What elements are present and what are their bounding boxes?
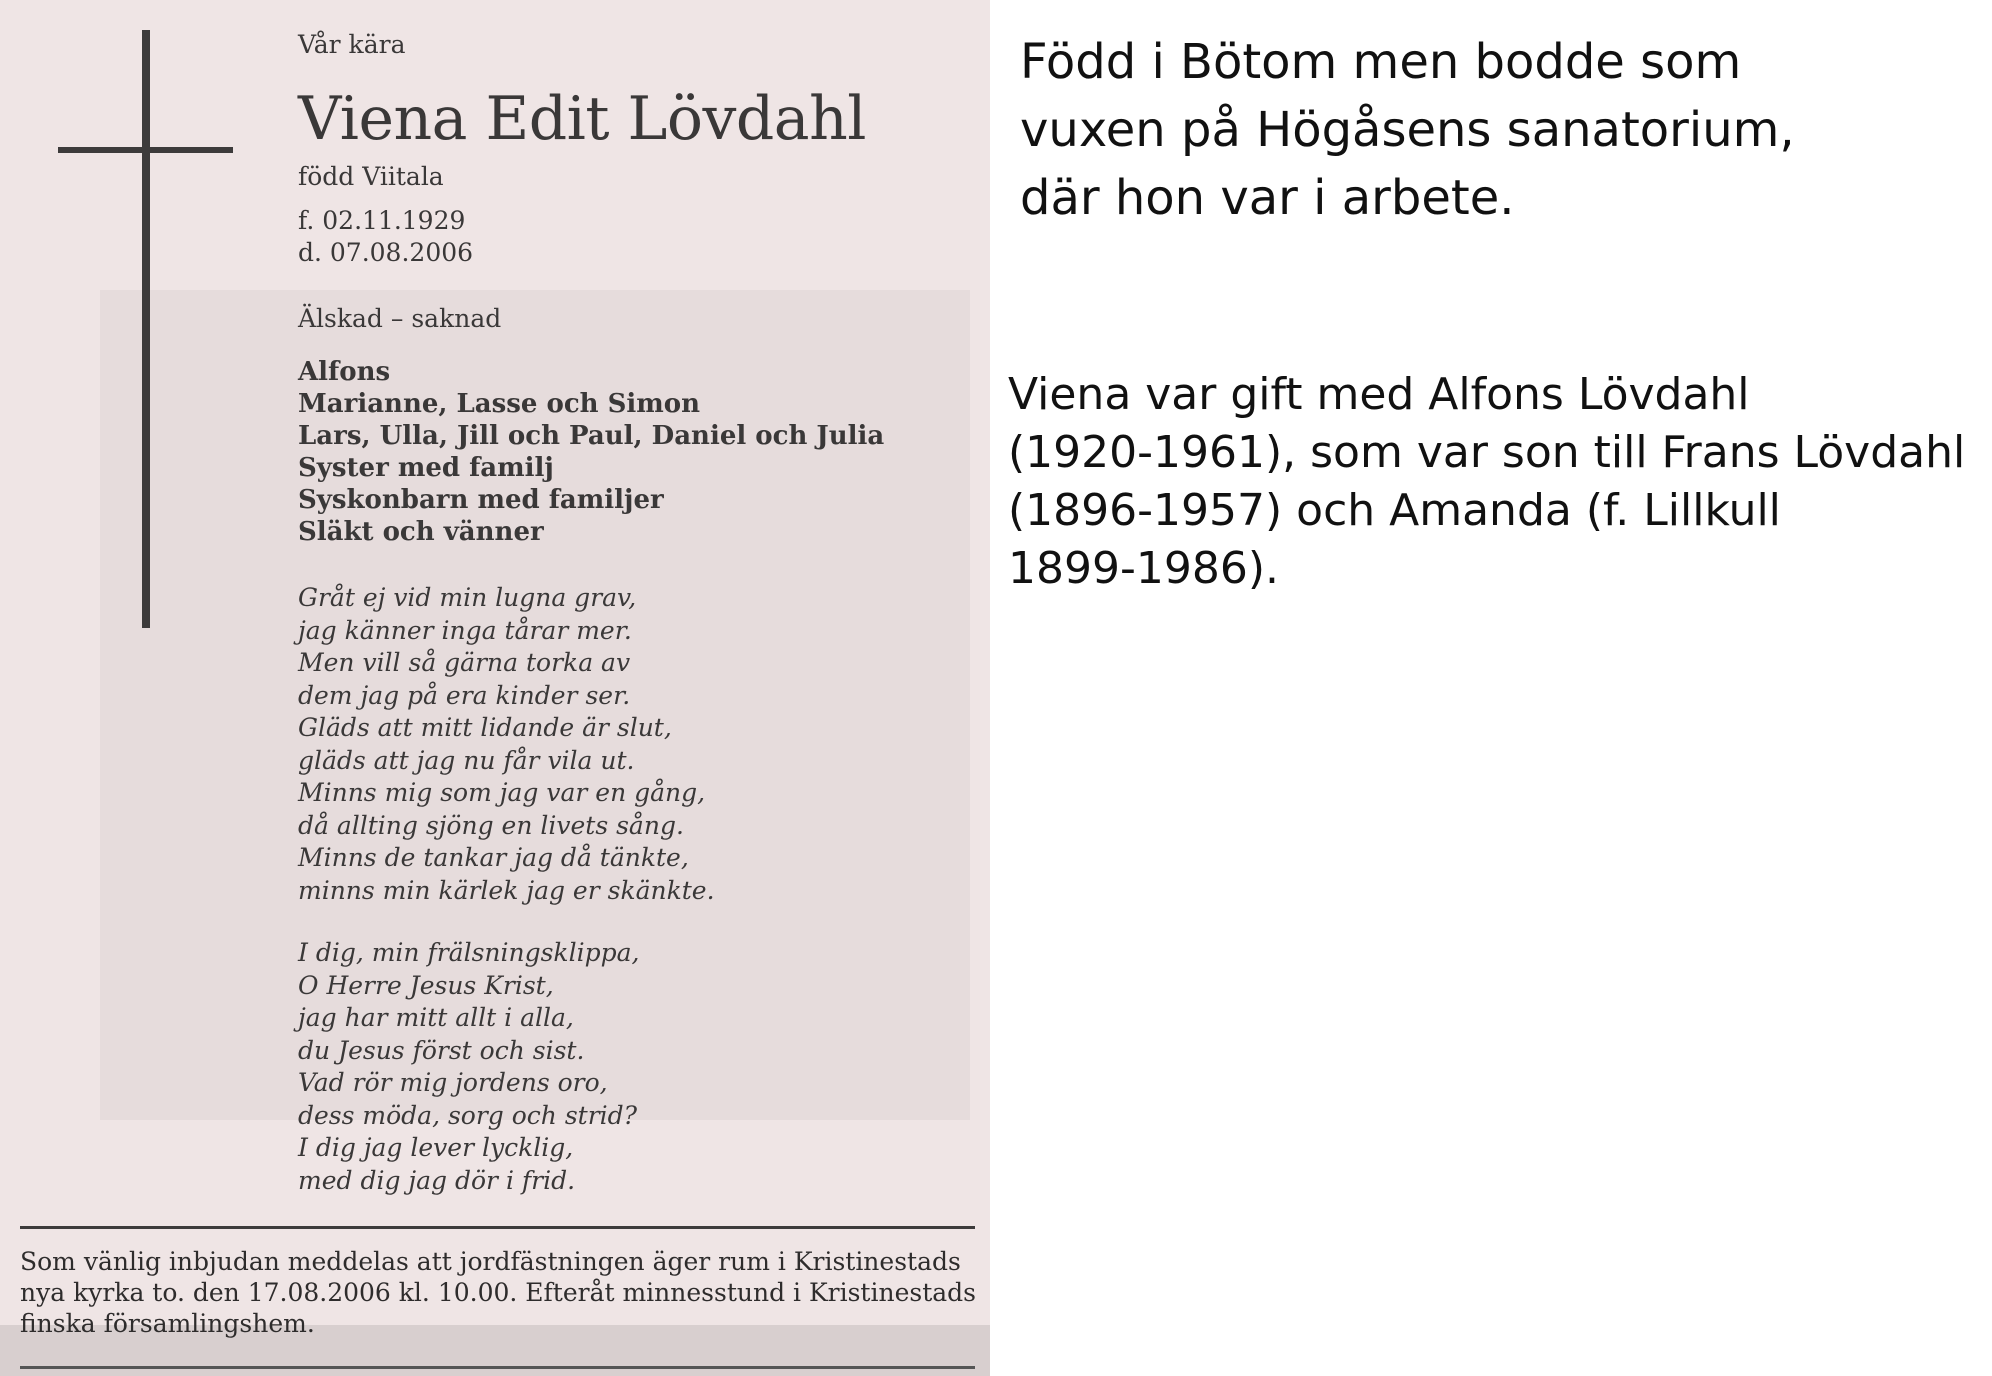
poem-line: O Herre Jesus Krist, (298, 970, 554, 1000)
annotation-marriage (1008, 366, 1965, 598)
poem-line: Vad rör mig jordens oro, (298, 1068, 608, 1097)
birth-name: född Viitala (298, 162, 444, 191)
annotation-line: Viena var gift med Alfons Lövdahl (1008, 369, 1750, 420)
divider (20, 1226, 975, 1229)
poem-line: Minns de tankar jag då tänkte, (298, 843, 689, 872)
dates (298, 205, 473, 269)
cross-icon-bar (58, 147, 233, 153)
poem-line: du Jesus först och sist. (298, 1035, 585, 1065)
cross-icon (142, 30, 150, 628)
funeral-notice (20, 1246, 980, 1339)
poem-line: med dig jag dör i frid. (298, 1165, 576, 1195)
poem-line: jag känner inga tårar mer. (298, 615, 632, 645)
mourner-line: Släkt och vänner (298, 517, 544, 547)
poem-line: gläds att jag nu får vila ut. (298, 745, 635, 775)
annotation-line: där hon var i arbete. (1020, 170, 1515, 226)
poem-line: Minns mig som jag var en gång, (298, 778, 706, 807)
notice-line: finska församlingshem. (20, 1309, 315, 1338)
annotation-line: (1920-1961), som var son till Frans Lövdahl (1008, 427, 1966, 478)
death-date: d. 07.08.2006 (298, 238, 474, 267)
poem-line: Gläds att mitt lidande är slut, (298, 713, 672, 742)
notice-line: nya kyrka to. den 17.08.2006 kl. 10.00. Efteråt minnesstund i Kristinestads (20, 1278, 976, 1307)
poem-line: Men vill så gärna torka av (298, 648, 631, 677)
bottom-divider (20, 1366, 975, 1369)
mourner-line: Syskonbarn med familjer (298, 485, 664, 515)
poem-verse-2 (298, 937, 639, 1197)
poem-line: Gråt ej vid min lugna grav, (298, 583, 637, 612)
intro-text: Vår kära (298, 30, 406, 59)
mourner-line: Alfons (298, 357, 391, 387)
beloved-line: Älskad – saknad (298, 304, 502, 333)
poem-line: dem jag på era kinder ser. (298, 680, 631, 710)
annotation-line: (1896-1957) och Amanda (f. Lillkull (1008, 485, 1781, 536)
annotation-line: 1899-1986). (1008, 543, 1279, 594)
notice-line: Som vänlig inbjudan meddelas att jordfästningen äger rum i Kristinestads (20, 1247, 961, 1276)
deceased-name: Viena Edit Lövdahl (298, 84, 866, 154)
poem-line: dess möda, sorg och strid? (298, 1100, 638, 1130)
annotation-line: Född i Bötom men bodde som (1020, 34, 1742, 90)
mourners-list (298, 356, 884, 548)
newspaper-clipping (0, 0, 990, 1376)
mourner-line: Lars, Ulla, Jill och Paul, Daniel och Julia (298, 421, 885, 451)
annotation-birthplace (1020, 28, 1795, 232)
mourner-line: Marianne, Lasse och Simon (298, 389, 701, 419)
poem-line: då allting sjöng en livets sång. (298, 810, 684, 840)
mourner-line: Syster med familj (298, 453, 554, 483)
poem-line: I dig jag lever lycklig, (298, 1133, 574, 1162)
annotation-line: vuxen på Högåsens sanatorium, (1020, 102, 1795, 158)
poem-verse-1 (298, 582, 715, 907)
poem-line: I dig, min frälsningsklippa, (298, 938, 640, 967)
birth-date: f. 02.11.1929 (298, 206, 466, 235)
poem-line: minns min kärlek jag er skänkte. (298, 875, 715, 905)
poem-line: jag har mitt allt i alla, (298, 1003, 574, 1032)
